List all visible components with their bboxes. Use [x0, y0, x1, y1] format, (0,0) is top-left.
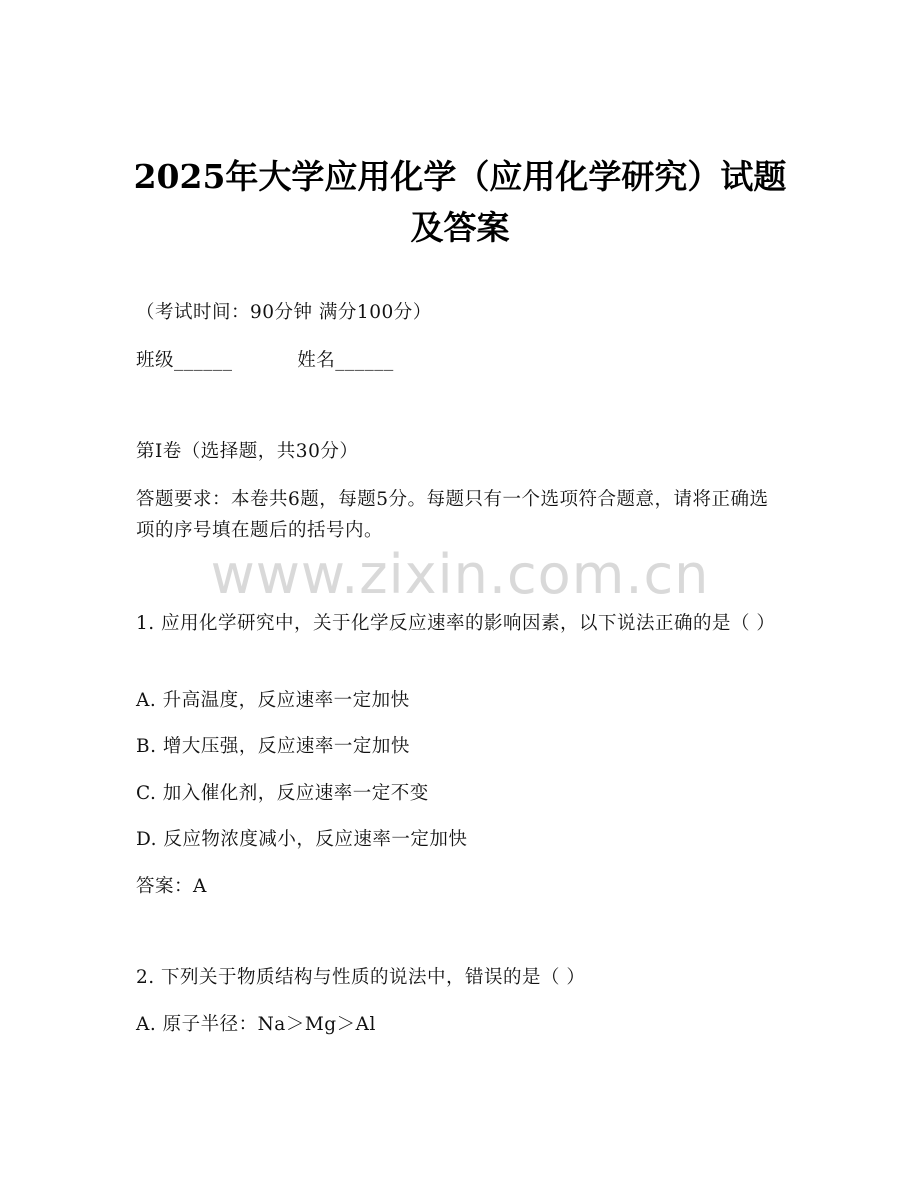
question-2-option-a: A. 原子半径：Na＞Mg＞Al: [136, 1014, 376, 1035]
question-1-stem: 1. 应用化学研究中，关于化学反应速率的影响因素，以下说法正确的是（ ）: [136, 613, 776, 634]
exam-info: （考试时间：90分钟 满分100分）: [136, 302, 432, 323]
page-title: 2025年大学应用化学（应用化学研究）试题: [133, 157, 787, 196]
watermark: www.zixin.com.cn: [210, 543, 710, 606]
question-1-option-a: A. 升高温度，反应速率一定加快: [136, 690, 410, 711]
question-1-answer: 答案：A: [136, 876, 207, 897]
class-name-row: [136, 352, 786, 371]
instructions: 答题要求：本卷共6题，每题5分。每题只有一个选项符合题意，请将正确选项的序号填在题后的括号内。: [136, 489, 769, 541]
page-title-continued: 及答案: [410, 208, 510, 247]
section-title: 第I卷（选择题，共30分）: [136, 441, 359, 462]
question-1-option-b: B. 增大压强，反应速率一定加快: [136, 736, 410, 757]
question-1-option-c: C. 加入催化剂，反应速率一定不变: [136, 783, 429, 804]
question-1-option-d: D. 反应物浓度减小，反应速率一定加快: [136, 829, 468, 850]
name-label: 姓名______: [297, 350, 394, 371]
question-2-stem: 2. 下列关于物质结构与性质的说法中，错误的是（ ）: [136, 967, 586, 988]
class-label: 班级______: [136, 350, 233, 371]
